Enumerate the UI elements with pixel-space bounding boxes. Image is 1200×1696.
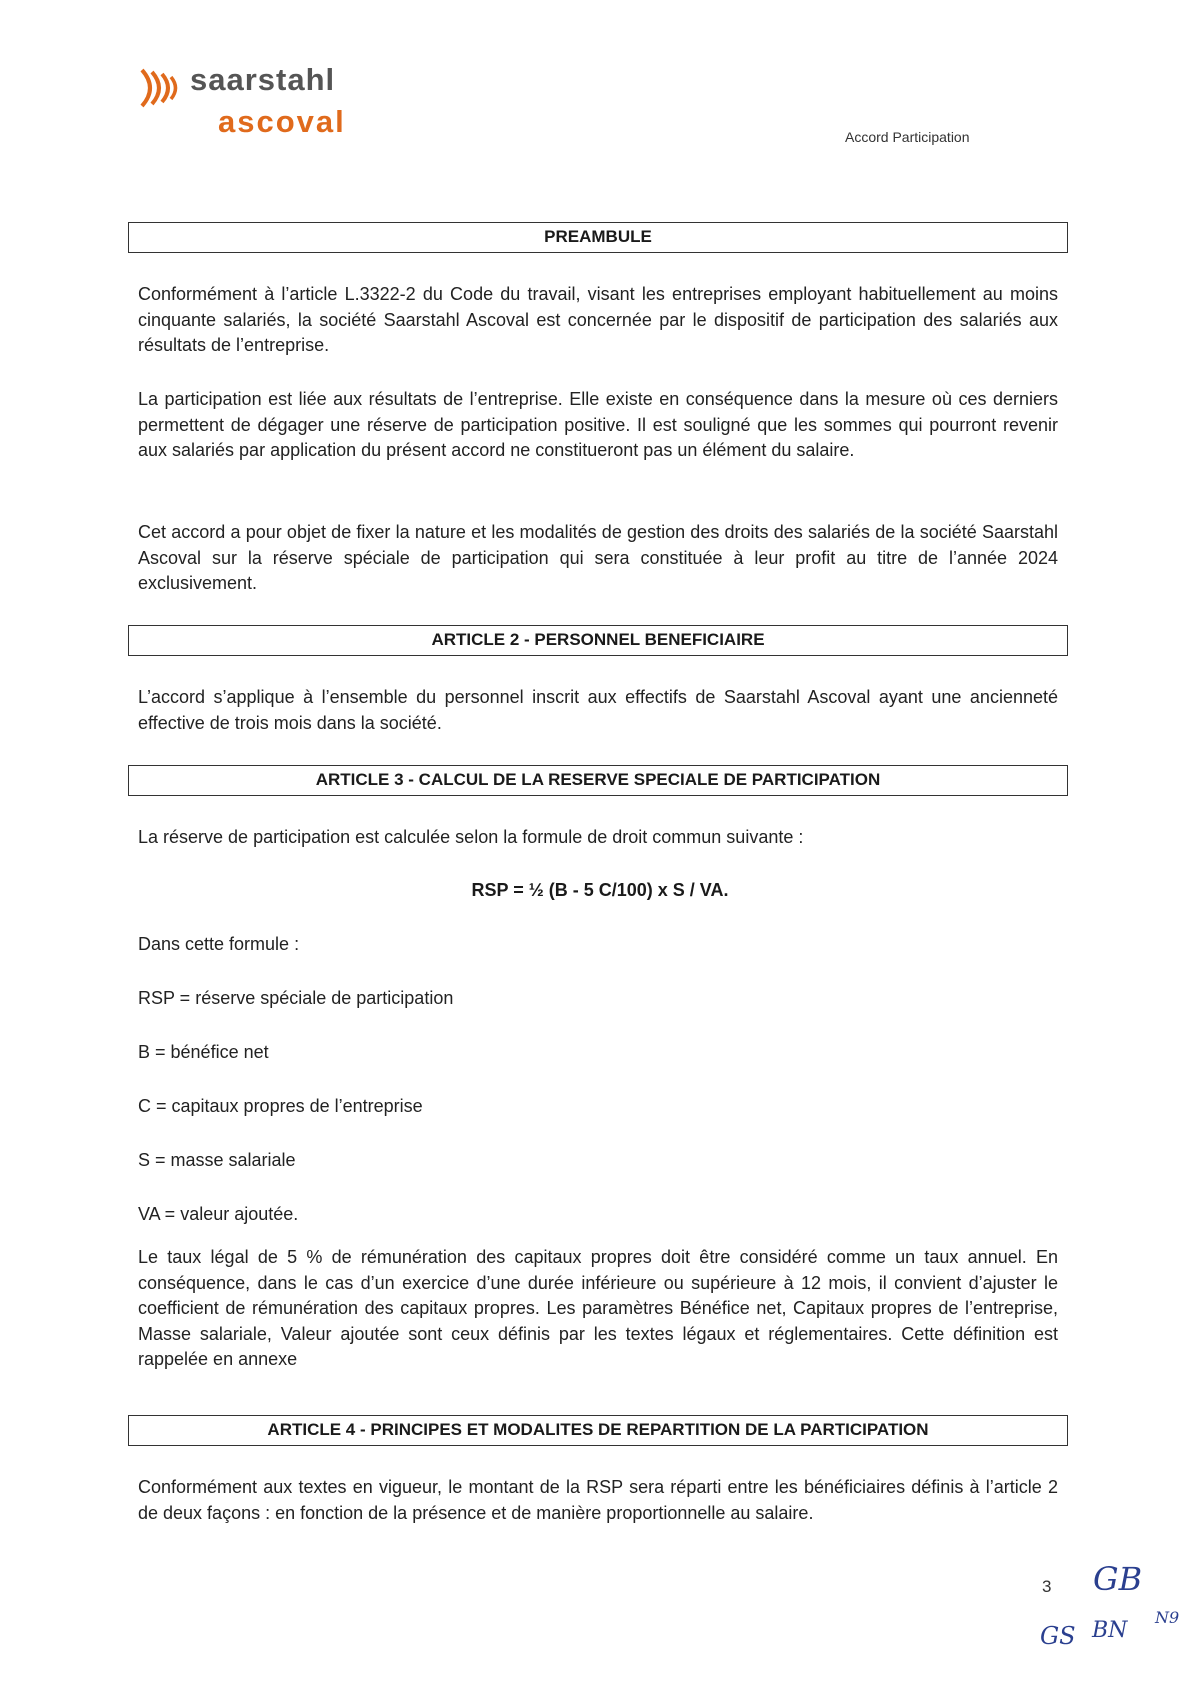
preambule-paragraph-1: Conformément à l’article L.3322-2 du Code du travail, visant les entreprises employant habituellement au moins cinquante salariés, la société Saarstahl Ascoval est concernée par le dispositif de participation des salariés aux résultats de l’entreprise. — [138, 284, 1058, 355]
section-title-article-3: ARTICLE 3 - CALCUL DE LA RESERVE SPECIALE DE PARTICIPATION — [128, 765, 1068, 796]
article-4-paragraph: Conformément aux textes en vigueur, le montant de la RSP sera réparti entre les bénéficiaires définis à l’article 2 de deux façons : en fonction de la présence et de manière proportionnelle au salaire. — [138, 1477, 1058, 1523]
section-title-article-2: ARTICLE 2 - PERSONNEL BENEFICIAIRE — [128, 625, 1068, 656]
article-3-intro: La réserve de participation est calculée selon la formule de droit commun suivante : — [138, 827, 804, 847]
logo-swoosh-icon — [138, 66, 186, 110]
article-3-note: Le taux légal de 5 % de rémunération des capitaux propres doit être considéré comme un taux annuel. En conséquence, dans le cas d’un exercice d’une durée inférieure ou supérieure à 12 mois, il convient d’ajuster le coefficient de rémunération des capitaux propres. Les paramètres Bénéfice net, Capitaux propres de l’entreprise, Masse salariale, Valeur ajoutée sont ceux définis par les textes légaux et réglementaires. Cette définition est rappelée en annexe — [138, 1247, 1058, 1369]
page-number: 3 — [1042, 1577, 1052, 1596]
logo-text-ascoval: ascoval — [218, 104, 346, 139]
logo-text-saarstahl: saarstahl — [190, 62, 336, 97]
definition-s: S = masse salariale — [138, 1150, 296, 1170]
handwritten-initials-gs: GS — [1040, 1622, 1076, 1650]
definition-heading: Dans cette formule : — [138, 934, 300, 954]
rsp-formula: RSP = ½ (B - 5 C/100) x S / VA. — [471, 880, 729, 900]
company-logo — [138, 62, 398, 152]
document-title: Accord Participation — [845, 129, 970, 145]
handwritten-initials-n9: N9 — [1155, 1608, 1180, 1627]
definition-va: VA = valeur ajoutée. — [138, 1204, 299, 1224]
handwritten-initials-gb: GB — [1093, 1560, 1143, 1598]
section-title-preambule: PREAMBULE — [128, 222, 1068, 253]
definition-b: B = bénéfice net — [138, 1042, 269, 1062]
definition-rsp: RSP = réserve spéciale de participation — [138, 988, 454, 1008]
section-title-article-4: ARTICLE 4 - PRINCIPES ET MODALITES DE REPARTITION DE LA PARTICIPATION — [128, 1415, 1068, 1446]
definition-c: C = capitaux propres de l’entreprise — [138, 1096, 423, 1116]
handwritten-initials-bn: BN — [1092, 1618, 1128, 1643]
article-2-paragraph: L’accord s’applique à l’ensemble du personnel inscrit aux effectifs de Saarstahl Ascoval ayant une ancienneté effective de trois mois dans la société. — [138, 687, 1058, 733]
preambule-paragraph-3: Cet accord a pour objet de fixer la nature et les modalités de gestion des droits des salariés de la société Saarstahl Ascoval sur la réserve spéciale de participation qui sera constituée à leur profit au titre de l’année 2024 exclusivement. — [138, 522, 1058, 593]
preambule-paragraph-2: La participation est liée aux résultats de l’entreprise. Elle existe en conséquence dans la mesure où ces derniers permettent de dégager une réserve de participation positive. Il est souligné que les sommes qui pourront revenir aux salariés par application du présent accord ne constitueront pas un élément du salaire. — [138, 389, 1058, 460]
